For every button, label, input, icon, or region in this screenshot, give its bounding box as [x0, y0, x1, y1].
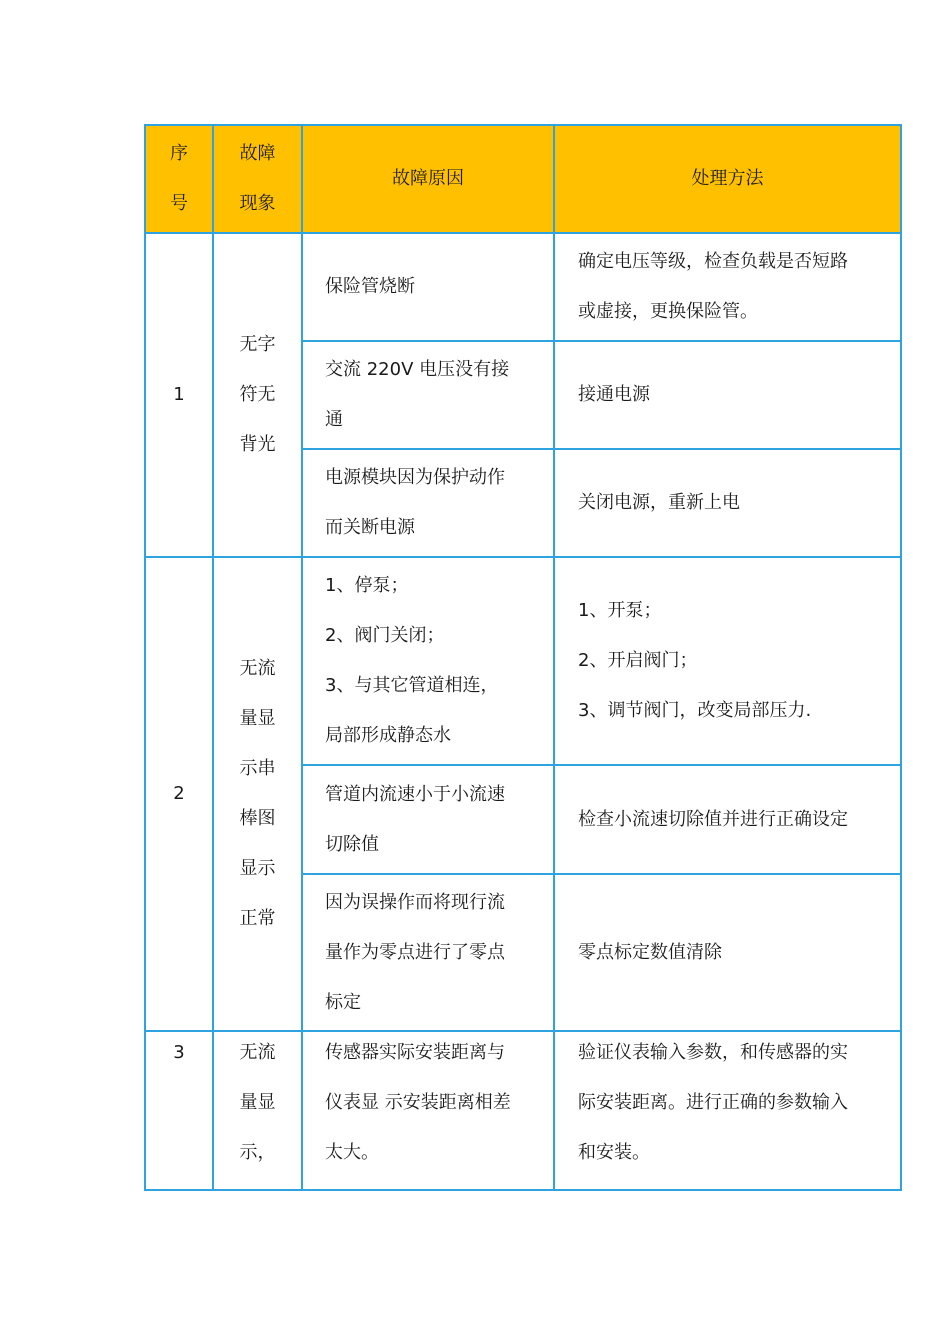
- table-border-right: [900, 124, 902, 1191]
- header-symptom: 故障 现象: [239, 143, 276, 214]
- row-2-cause-1: 1、停泵； 2、阀门关闭； 3、与其它管道相连， 局部形成静态水: [325, 575, 499, 746]
- fault-table: [144, 124, 902, 1191]
- row-3-cause-1: 传感器实际安装距离与 仪表显 示安装距离相差 太大。: [325, 1042, 511, 1163]
- row-2-cause-2: 管道内流速小于小流速 切除值: [325, 783, 505, 855]
- table-border-bottom: [144, 1189, 902, 1191]
- row-2-method-2: 检查小流速切除值并进行正确设定: [578, 808, 848, 830]
- row-1-symptom: 无字 符无 背光: [239, 334, 276, 455]
- row-3-method-1: 验证仪表输入参数，和传感器的实 际安装距离。进行正确的参数输入 和安装。: [578, 1042, 848, 1163]
- row-2-cause-3: 因为误操作而将现行流 量作为零点进行了零点 标定: [325, 891, 505, 1013]
- row-1-cause-3: 电源模块因为保护动作 而关断电源: [325, 467, 505, 538]
- row-1-no: 1: [173, 384, 185, 405]
- row-3-no: 3: [173, 1042, 185, 1063]
- row-1-method-2: 接通电源: [578, 384, 650, 405]
- row-3-symptom: 无流 量显 示，: [239, 1042, 276, 1163]
- table-line: [553, 124, 555, 1191]
- table-line: [301, 124, 303, 1191]
- row-2-symptom: 无流 量显 示串 棒图 显示 正常: [239, 658, 276, 929]
- row-2-method-1: 1、开泵； 2、开启阀门； 3、调节阀门，改变局部压力.: [578, 600, 812, 721]
- header-method: 处理方法: [691, 168, 764, 189]
- row-2-method-3: 零点标定数值清除: [578, 941, 722, 963]
- header-no: 序 号: [170, 143, 188, 214]
- header-cause: 故障原因: [392, 168, 464, 189]
- row-1-method-3: 关闭电源，重新上电: [578, 492, 740, 513]
- row-1-method-1: 确定电压等级，检查负载是否短路 或虚接，更换保险管。: [578, 251, 848, 322]
- row-2-no: 2: [173, 783, 185, 804]
- row-1-cause-2: 交流 220V 电压没有接 通: [325, 359, 510, 430]
- row-1-cause-1: 保险管烧断: [325, 276, 415, 297]
